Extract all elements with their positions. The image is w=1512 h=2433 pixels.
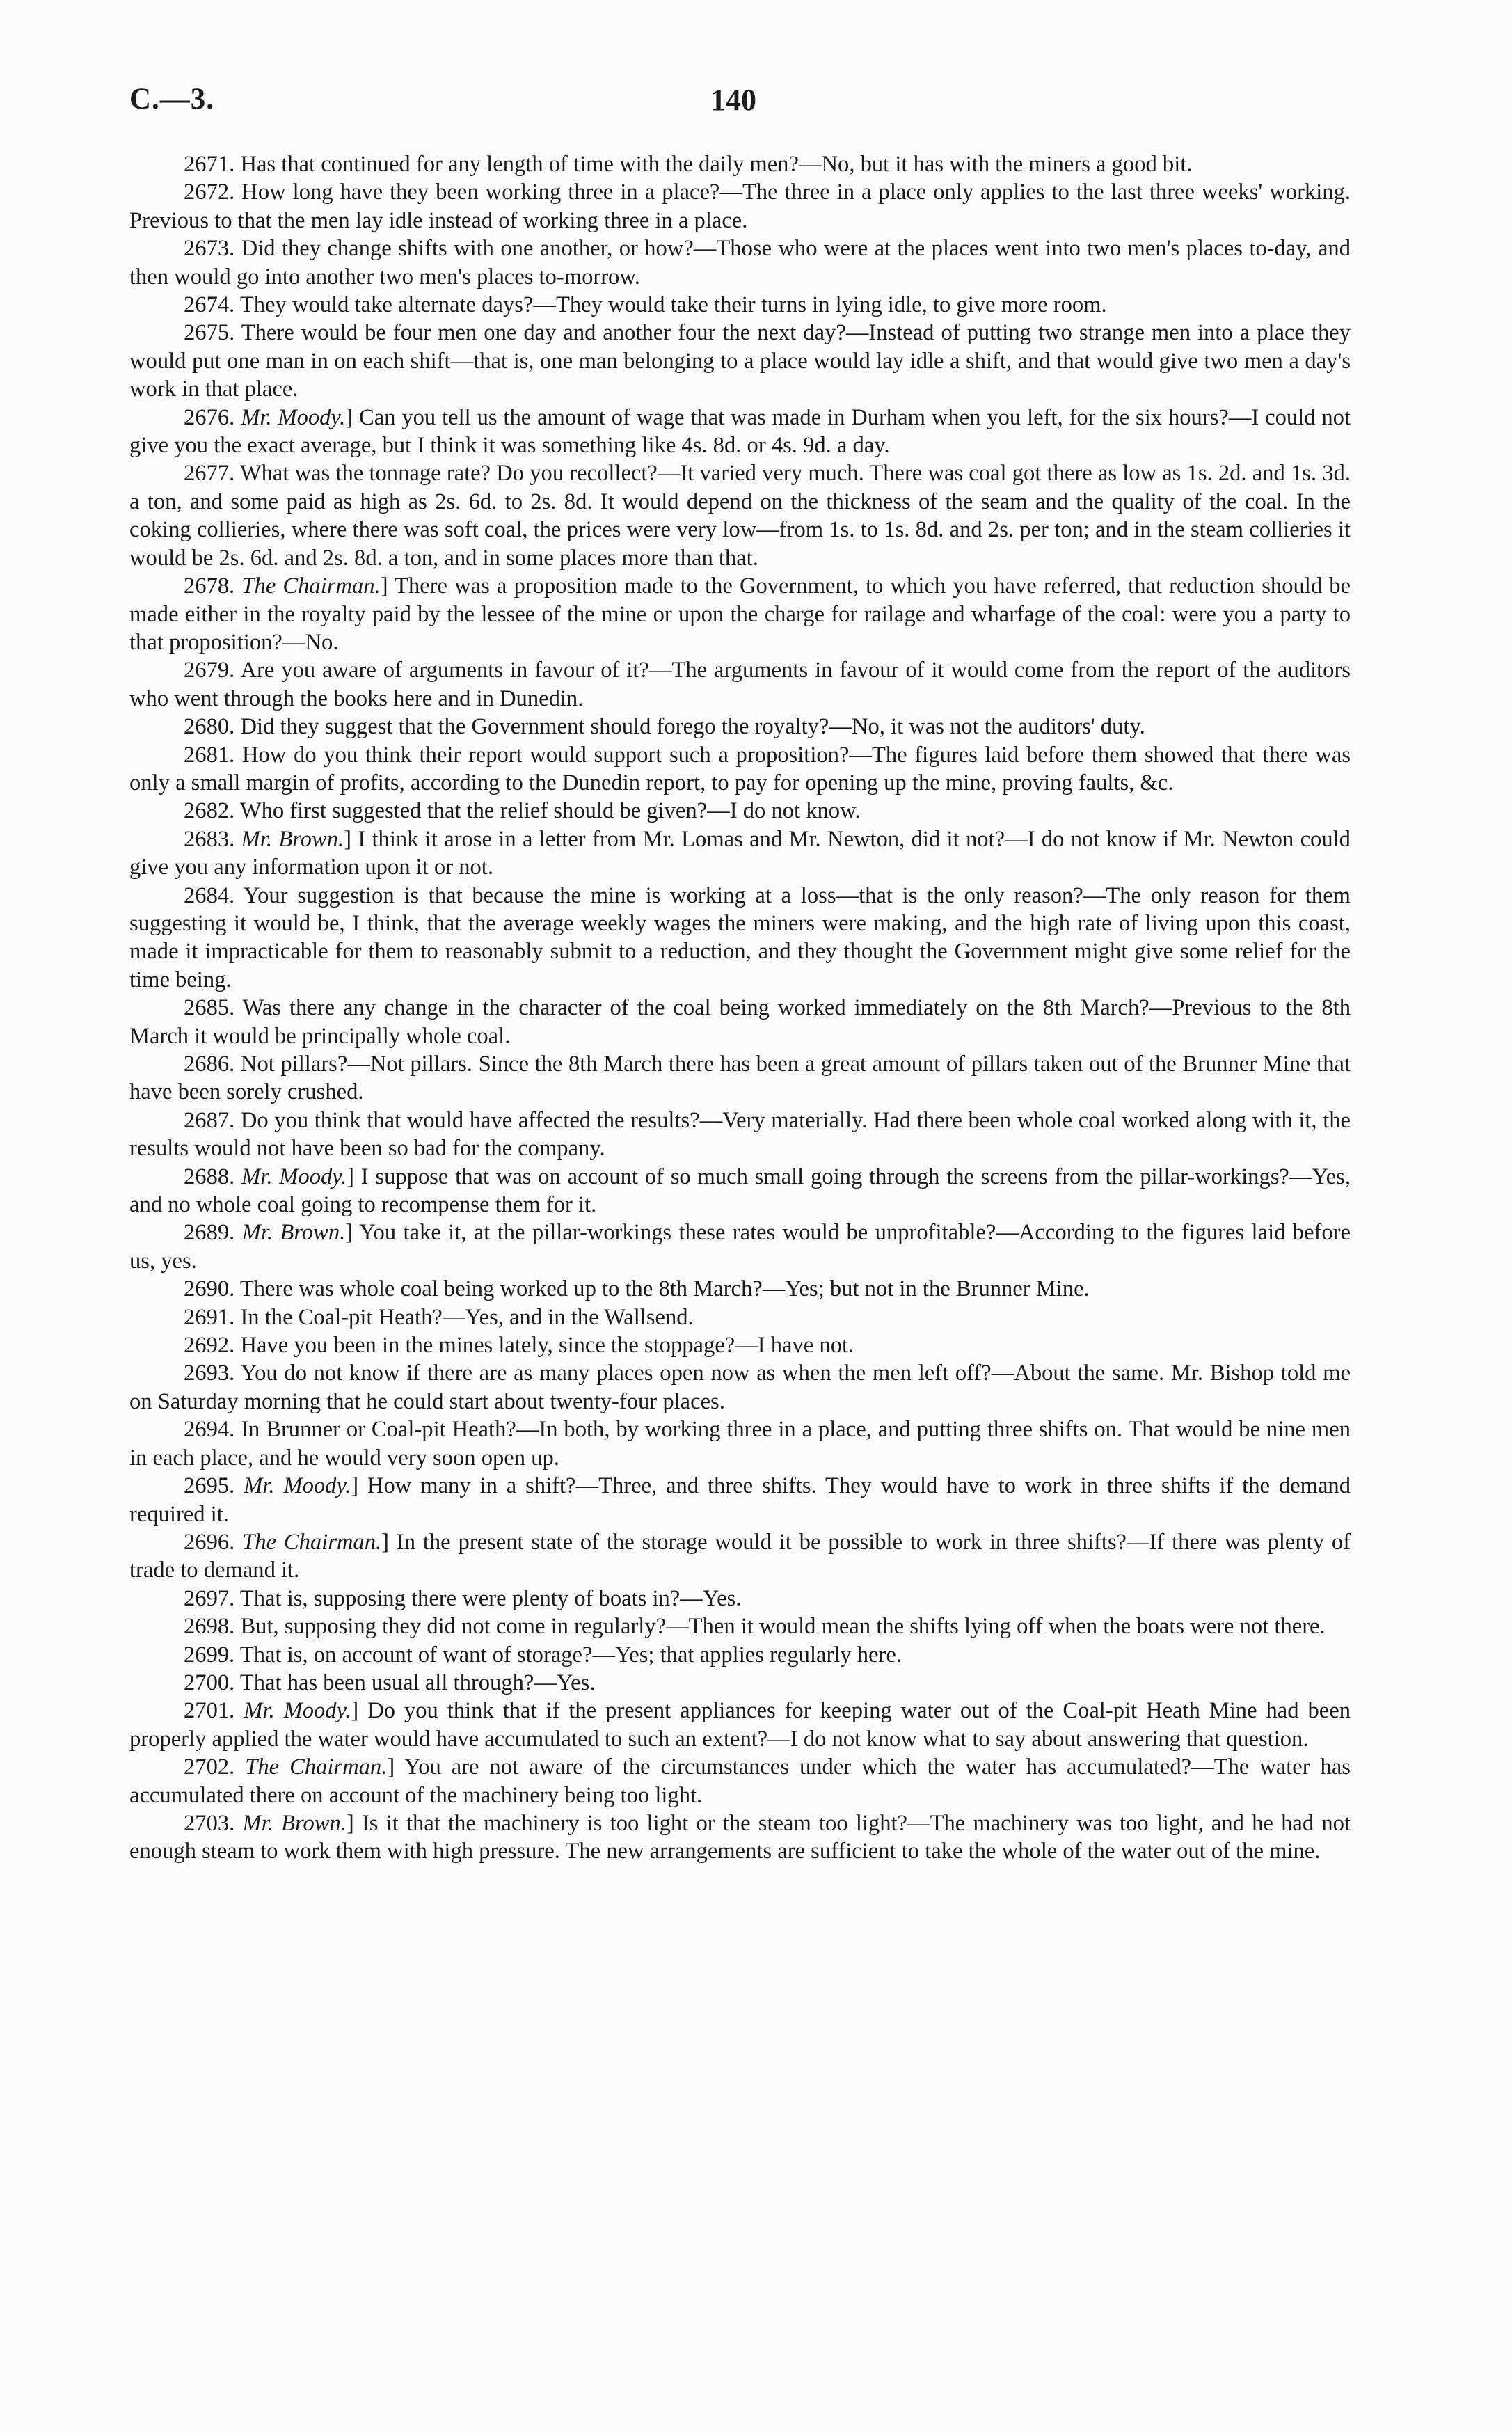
speaker: Mr. Moody. bbox=[244, 1698, 351, 1724]
paragraph-2675: 2675. There would be four men one day and another four the next day?—Instead of putting two strange men into a place they would put one man in on each shift—that is, one man belonging to a place would lay idle a shift, and that would give two men a day's work in that place. bbox=[129, 320, 1351, 402]
paragraph-2676: 2676. Mr. Moody.] Can you tell us the amount of wage that was made in Durham when you left, for the six hours?—I could not give you the exact average, but I think it was something like 4s. 8d. or 4s. 9d. a day. bbox=[129, 404, 1351, 459]
document-reference: C.—3. bbox=[129, 83, 215, 116]
paragraph-2694: 2694. In Brunner or Coal-pit Heath?—In both, by working three in a place, and putting three shifts on. That would be nine men in each place, and he would very soon open up. bbox=[129, 1417, 1351, 1471]
paragraph-2696: 2696. The Chairman.] In the present state of the storage would it be possible to work in three shifts?—If there was plenty of trade to demand it. bbox=[129, 1529, 1351, 1583]
speaker: Mr. Moody. bbox=[241, 1164, 347, 1189]
speaker: Mr. Moody. bbox=[241, 404, 346, 430]
paragraph-2703: 2703. Mr. Brown.] Is it that the machinery is too light or the steam too light?—The machinery was too light, and he had not enough steam to work them with high pressure. The new arrangements are sufficient to take the whole of the water out of the mine. bbox=[129, 1810, 1351, 1864]
page-number: 140 bbox=[710, 83, 756, 117]
paragraph-2692: 2692. Have you been in the mines lately, since the stoppage?—I have not. bbox=[184, 1333, 854, 1358]
paragraph-2672: 2672. How long have they been working three in a place?—The three in a place only applies to the last three weeks' working. Previous to that the men lay idle instead of working three in a place. bbox=[129, 180, 1351, 233]
paragraph-2695: 2695. Mr. Moody.] How many in a shift?—Three, and three shifts. They would have to work in three shifts if the demand required it. bbox=[129, 1473, 1351, 1527]
speaker: Mr. Moody. bbox=[244, 1473, 351, 1499]
paragraph-2688: 2688. Mr. Moody.] I suppose that was on account of so much small going through the screens from the pillar-workings?—Yes, and no whole coal going to recompense them for it. bbox=[129, 1164, 1351, 1218]
paragraph-2673: 2673. Did they change shifts with one another, or how?—Those who were at the places went into two men's places to-day, and then would go into another two men's places to-morrow. bbox=[129, 236, 1351, 290]
paragraph-2701: 2701. Mr. Moody.] Do you think that if the present appliances for keeping water out of the Coal-pit Heath Mine had been properly applied the water would have accumulated to such an extent?—I do not know what to say about answering that question. bbox=[129, 1698, 1351, 1752]
paragraph-2678: 2678. The Chairman.] There was a proposition made to the Government, to which you have referred, that reduction should be made either in the royalty paid by the lessee of the mine or upon the charge for railage and wharfage of the coal: were you a party to that proposition?—No. bbox=[129, 573, 1351, 655]
paragraph-2677: 2677. What was the tonnage rate? Do you recollect?—It varied very much. There was coal got there as low as 1s. 2d. and 1s. 3d. a ton, and some paid as high as 2s. 6d. to 2s. 8d. It would depend on the thickness of the seam and the quality of the coal. In the coking collieries, where there was soft coal, the prices were very low—from 1s. to 1s. 8d. and 2s. per ton; and in the steam collieries it would be 2s. 6d. and 2s. 8d. a ton, and in some places more than that. bbox=[129, 461, 1351, 571]
paragraph-2693: 2693. You do not know if there are as many places open now as when the men left off?—About the same. Mr. Bishop told me on Saturday morning that he could start about twenty-four places. bbox=[129, 1361, 1351, 1414]
testimony-body bbox=[129, 150, 1351, 1866]
paragraph-2686: 2686. Not pillars?—Not pillars. Since the 8th March there has been a great amount of pillars taken out of the Brunner Mine that have been sorely crushed. bbox=[129, 1052, 1351, 1105]
paragraph-2682: 2682. Who first suggested that the relief should be given?—I do not know. bbox=[184, 798, 861, 824]
speaker: The Chairman. bbox=[242, 1529, 382, 1555]
paragraph-2697: 2697. That is, supposing there were plenty of boats in?—Yes. bbox=[184, 1585, 742, 1611]
paragraph-2683: 2683. Mr. Brown.] I think it arose in a letter from Mr. Lomas and Mr. Newton, did it not?—I do not know if Mr. Newton could give you any information upon it or not. bbox=[129, 826, 1351, 880]
speaker: Mr. Brown. bbox=[242, 1810, 347, 1836]
paragraph-2699: 2699. That is, on account of want of storage?—Yes; that applies regularly here. bbox=[184, 1642, 902, 1667]
speaker: The Chairman. bbox=[241, 573, 381, 599]
paragraph-2674: 2674. They would take alternate days?—They would take their turns in lying idle, to give more room. bbox=[184, 292, 1107, 318]
paragraph-2690: 2690. There was whole coal being worked up to the 8th March?—Yes; but not in the Brunner Mine. bbox=[184, 1276, 1090, 1302]
paragraph-2687: 2687. Do you think that would have affected the results?—Very materially. Had there been whole coal worked along with it, the results would not have been so bad for the company. bbox=[129, 1107, 1351, 1162]
paragraph-2702: 2702. The Chairman.] You are not aware of the circumstances under which the water has accumulated?—The water has accumulated there on account of the machinery being too light. bbox=[129, 1754, 1351, 1808]
speaker: Mr. Brown. bbox=[241, 826, 344, 852]
paragraph-2680: 2680. Did they suggest that the Government should forego the royalty?—No, it was not the auditors' duty. bbox=[184, 714, 1145, 740]
page-header bbox=[129, 82, 1383, 124]
paragraph-2700: 2700. That has been usual all through?—Yes. bbox=[184, 1670, 596, 1695]
paragraph-2685: 2685. Was there any change in the character of the coal being worked immediately on the 8th March?—Previous to the 8th March it would be principally whole coal. bbox=[129, 995, 1351, 1049]
speaker: Mr. Brown. bbox=[241, 1220, 346, 1246]
paragraph-2679: 2679. Are you aware of arguments in favour of it?—The arguments in favour of it would come from the report of the auditors who went through the books here and in Dunedin. bbox=[129, 658, 1351, 711]
paragraph-2689: 2689. Mr. Brown.] You take it, at the pillar-workings these rates would be unprofitable?—According to the figures laid before us, yes. bbox=[129, 1220, 1351, 1274]
paragraph-2698: 2698. But, supposing they did not come in regularly?—Then it would mean the shifts lying off when the boats were not there. bbox=[184, 1614, 1326, 1640]
paragraph-2691: 2691. In the Coal-pit Heath?—Yes, and in the Wallsend. bbox=[184, 1304, 694, 1330]
paragraph-2671: 2671. Has that continued for any length of time with the daily men?—No, but it has with the miners a good bit. bbox=[184, 152, 1193, 177]
paragraph-2684: 2684. Your suggestion is that because the mine is working at a loss—that is the only reason?—The only reason for them suggesting it would be, I think, that the average weekly wages the miners were making, and the high rate of living upon this coast, made it impracticable for them to reasonably submit to a reduction, and they thought the Government might give some relief for the time being. bbox=[129, 882, 1351, 992]
speaker: The Chairman. bbox=[245, 1754, 388, 1780]
paragraph-2681: 2681. How do you think their report would support such a proposition?—The figures laid before them showed that there was only a small margin of profits, according to the Dunedin report, to pay for opening up the mine, proving faults, &c. bbox=[129, 742, 1351, 795]
